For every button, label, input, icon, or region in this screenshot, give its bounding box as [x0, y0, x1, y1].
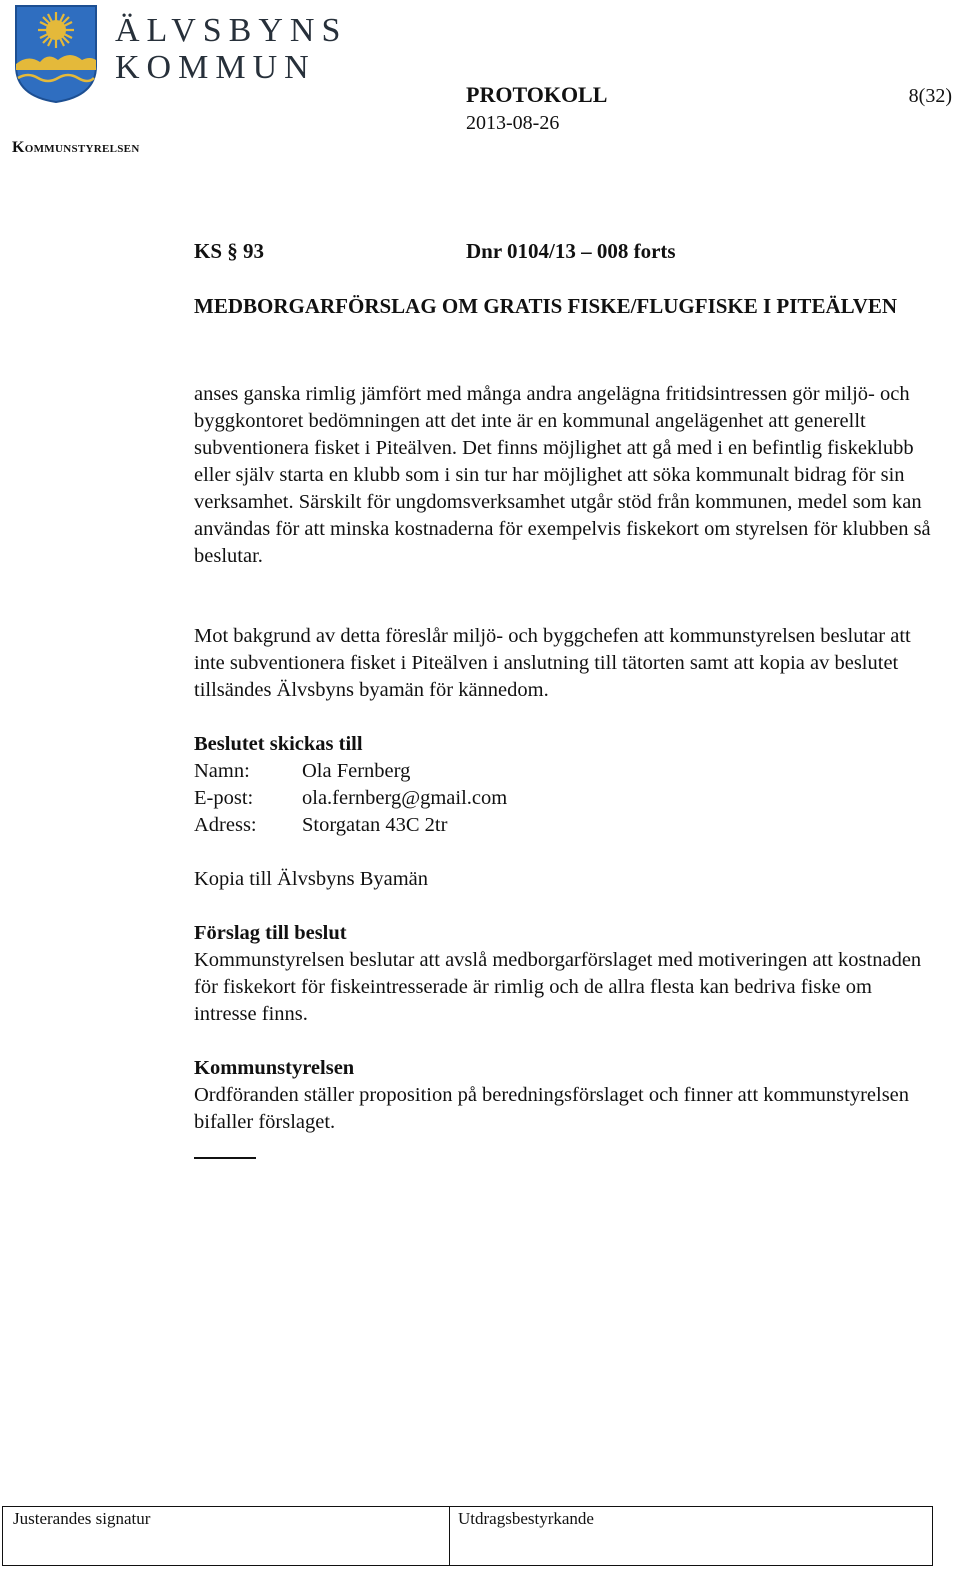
document-date: 2013-08-26 — [466, 112, 560, 134]
proposal-text: Kommunstyrelsen beslutar att avslå medborgarförslaget med motiveringen att kostnaden för fiskekort för fiskeintresserade är rimlig och de allra flesta kan bedriva fiske om intresse finns. — [194, 949, 922, 1025]
board-text: Ordföranden ställer proposition på beredningsförslaget och finner att kommunstyrelsen bifaller förslaget. — [194, 1084, 910, 1133]
section-title: MEDBORGARFÖRSLAG OM GRATIS FISKE/FLUGFISKE I PITEÄLVEN — [194, 294, 898, 318]
address-label: Adress: — [194, 814, 257, 836]
org-name-line2: KOMMUN — [115, 49, 316, 86]
proposal-heading: Förslag till beslut — [194, 922, 347, 944]
name-value: Ola Fernberg — [302, 760, 411, 782]
email-label: E-post: — [194, 787, 254, 809]
body-paragraph-2: Mot bakgrund av detta föreslår miljö- och byggchefen att kommunstyrelsen beslutar att inte subventionera fisket i Piteälven i anslutning till tätorten samt att kopia av beslutet tillsändes Älvsbyns byamän för kännedom. — [194, 625, 911, 701]
department-name: Kommunstyrelsen — [12, 139, 140, 156]
email-value: ola.fernberg@gmail.com — [302, 787, 508, 809]
address-value: Storgatan 43C 2tr — [302, 814, 448, 836]
document-type: PROTOKOLL — [466, 82, 608, 107]
ks-number: KS § 93 — [194, 239, 265, 263]
end-divider — [194, 1157, 256, 1159]
sent-to-heading: Beslutet skickas till — [194, 733, 363, 755]
name-label: Namn: — [194, 760, 250, 782]
copy-to: Kopia till Älvsbyns Byamän — [194, 868, 429, 890]
page-number: 8(32) — [908, 85, 952, 107]
org-name-line1: ÄLVSBYNS — [115, 12, 348, 49]
board-heading: Kommunstyrelsen — [194, 1057, 355, 1079]
signature-footer — [2, 1506, 933, 1566]
body-paragraph-1: anses ganska rimlig jämfört med många andra angelägna fritidsintressen gör miljö- och byggkontoret bedömningen att det inte är en kommunal angelägenhet att generellt subventionera fisket i Piteälven. Det finns möjlighet att gå med i en befintlig fiskeklubb eller själv starta en klubb som i sin tur har möjlighet att söka kommunalt bidrag för sin verksamhet. Särskilt för ungdomsverksamhet utgår stöd från kommunen, medel som kan användas för att minska kostnaderna för exempelvis fiskekort om styrelsen för klubben så beslutar. — [194, 383, 931, 567]
diary-number: Dnr 0104/13 – 008 forts — [466, 239, 676, 263]
extract-certification-cell: Utdragsbestyrkande — [449, 1507, 932, 1565]
coat-of-arms-icon — [14, 4, 98, 104]
adjuster-signature-cell: Justerandes signatur — [13, 1509, 151, 1528]
